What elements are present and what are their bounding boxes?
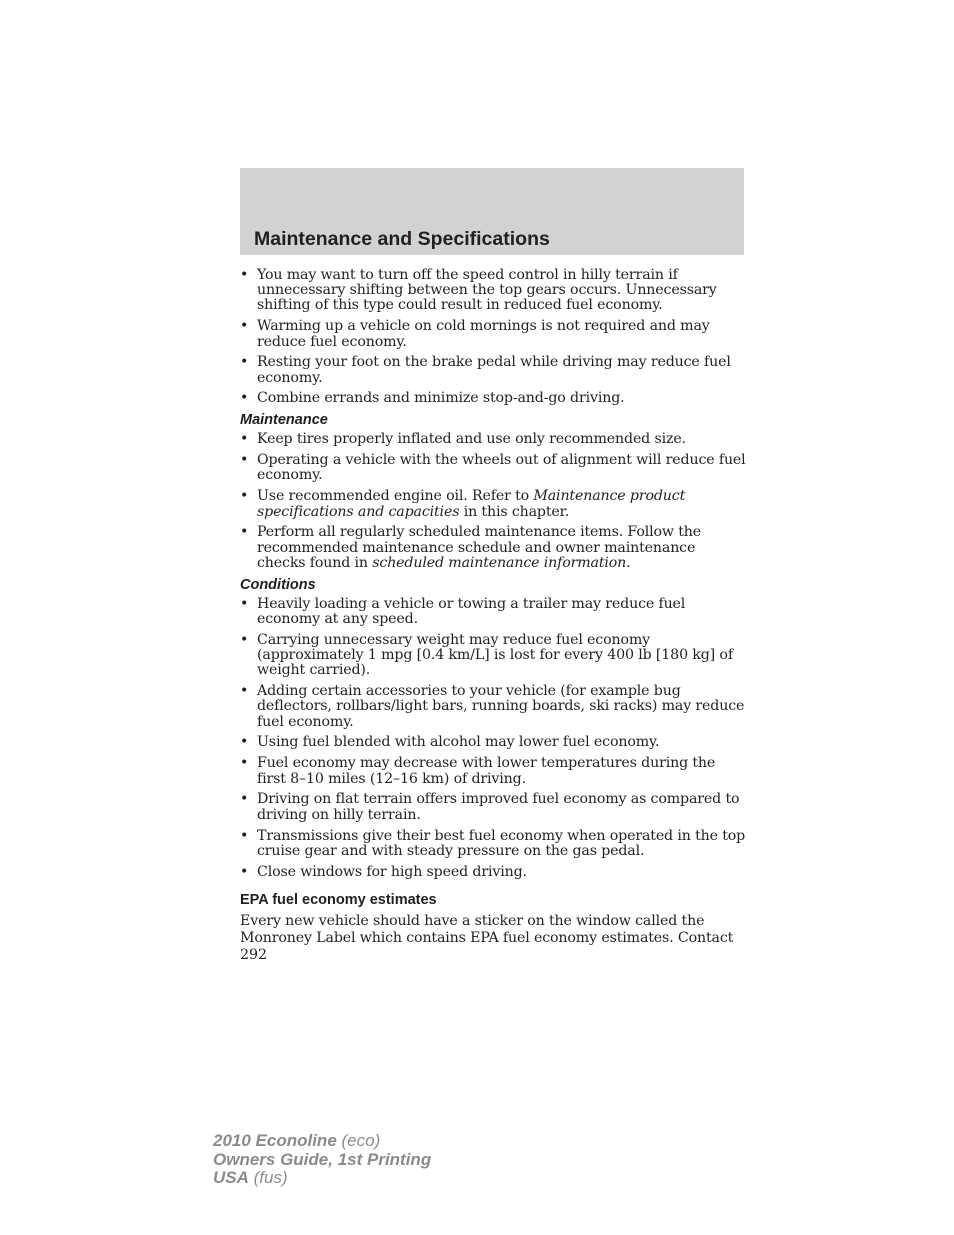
list-item-text: Transmissions give their best fuel economy when operated in the top cruise gear and with steady pressure on the gas pedal.	[257, 827, 746, 859]
footer-model-code: (eco)	[336, 1131, 381, 1150]
page-content	[240, 268, 746, 964]
bullet-glyph: •	[240, 354, 249, 371]
cross-reference: scheduled maintenance information	[372, 554, 627, 571]
document-footer	[213, 1132, 431, 1188]
maintenance-bullet-list	[240, 432, 746, 571]
footer-line-printing: Owners Guide, 1st Printing	[213, 1149, 432, 1169]
conditions-bullet-list	[240, 597, 746, 880]
page-number: 292	[240, 946, 268, 963]
footer-line-model	[213, 1132, 431, 1151]
list-item	[240, 391, 746, 406]
list-item	[240, 268, 746, 314]
list-item	[240, 735, 746, 750]
list-item-text: Keep tires properly inflated and use only recommended size.	[257, 431, 686, 448]
list-item	[240, 319, 746, 349]
list-item-text-post: in this chapter.	[459, 503, 570, 520]
bullet-glyph: •	[240, 734, 249, 751]
list-item	[240, 865, 746, 880]
list-item	[240, 633, 746, 679]
list-item-text: Using fuel blended with alcohol may lower fuel economy.	[257, 734, 660, 751]
bullet-glyph: •	[240, 524, 249, 541]
bullet-glyph: •	[240, 267, 249, 283]
list-item-text: Resting your foot on the brake pedal while driving may reduce fuel economy.	[257, 354, 731, 386]
bullet-glyph: •	[240, 390, 249, 407]
list-item-text: Fuel economy may decrease with lower temperatures during the first 8–10 miles (12–16 km) of driving.	[257, 755, 716, 787]
list-item-text: Adding certain accessories to your vehicle (for example bug deflectors, rollbars/light bars, running boards, ski racks) may reduce fuel economy.	[257, 683, 745, 730]
epa-heading: EPA fuel economy estimates	[240, 891, 437, 908]
list-item-text: Warming up a vehicle on cold mornings is not required and may reduce fuel economy.	[257, 318, 710, 350]
list-item	[240, 829, 746, 859]
list-item	[240, 597, 746, 627]
maintenance-heading: Maintenance	[240, 412, 328, 429]
list-item	[240, 525, 746, 571]
list-item-text: Carrying unnecessary weight may reduce fuel economy (approximately 1 mpg [0.4 km/L] is lost for every 400 lb [180 kg] of weight carried).	[257, 631, 733, 679]
list-item-text: You may want to turn off the speed control in hilly terrain if unnecessary shifting between the top gears occurs. Unnecessary shifting of this type could result in reduced fuel economy.	[257, 267, 717, 314]
footer-model: 2010 Econoline	[213, 1131, 337, 1150]
bullet-glyph: •	[240, 431, 249, 448]
list-item	[240, 792, 746, 822]
list-item	[240, 355, 746, 385]
intro-bullet-list	[240, 268, 746, 407]
footer-line-market	[213, 1169, 431, 1188]
list-item	[240, 684, 746, 730]
bullet-glyph: •	[240, 631, 249, 648]
list-item	[240, 432, 746, 447]
bullet-glyph: •	[240, 318, 249, 335]
list-item-text: Close windows for high speed driving.	[257, 863, 527, 880]
list-item-text: Combine errands and minimize stop-and-go driving.	[257, 390, 625, 407]
bullet-glyph: •	[240, 863, 249, 880]
bullet-glyph: •	[240, 452, 249, 469]
footer-market: USA	[213, 1168, 249, 1187]
conditions-heading: Conditions	[240, 576, 316, 593]
list-item-text-pre: Use recommended engine oil. Refer to	[257, 488, 534, 505]
cross-reference: Maintenance product specifications and capacities	[257, 488, 686, 520]
list-item	[240, 453, 746, 483]
section-title: Maintenance and Specifications	[254, 228, 550, 250]
bullet-glyph: •	[240, 683, 249, 700]
bullet-glyph: •	[240, 488, 249, 505]
list-item-text-post: .	[626, 554, 631, 571]
list-item-text: Driving on flat terrain offers improved fuel economy as compared to driving on hilly terrain.	[257, 791, 740, 823]
list-item	[240, 756, 746, 786]
bullet-glyph: •	[240, 755, 249, 772]
footer-market-code: (fus)	[248, 1168, 288, 1187]
bullet-glyph: •	[240, 827, 249, 844]
list-item-text: Operating a vehicle with the wheels out of alignment will reduce fuel economy.	[257, 452, 746, 484]
bullet-glyph: •	[240, 791, 249, 808]
bullet-glyph: •	[240, 595, 249, 612]
list-item-text-pre: Perform all regularly scheduled maintenance items. Follow the recommended maintenance schedule and owner maintenance checks found in	[257, 524, 702, 571]
list-item	[240, 489, 746, 519]
epa-paragraph: Every new vehicle should have a sticker on the window called the Monroney Label which contains EPA fuel economy estimates. Contact	[240, 912, 734, 946]
list-item-text: Heavily loading a vehicle or towing a trailer may reduce fuel economy at any speed.	[257, 595, 686, 627]
section-header-band	[240, 168, 744, 255]
